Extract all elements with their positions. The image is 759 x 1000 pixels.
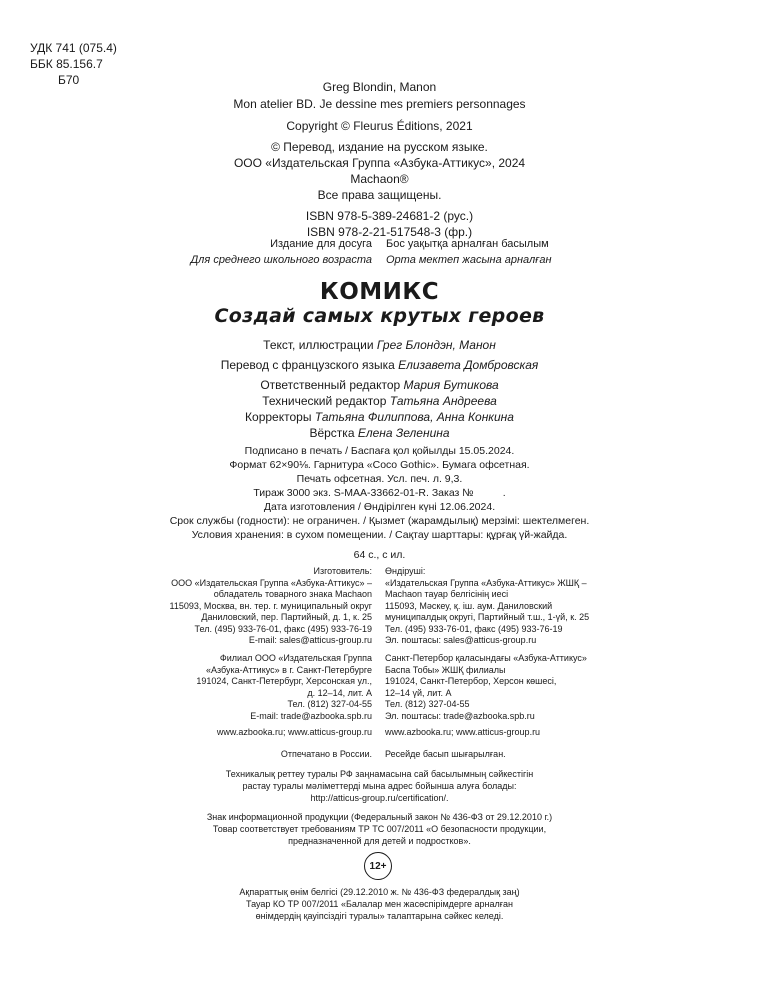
credit-tech-label: Технический редактор	[262, 394, 387, 408]
manufacturer-left-line: Тел. (495) 933-76-01, факс (495) 933-76-19	[194, 623, 372, 634]
isbn-fr: ISBN 978-2-21-517548-3 (фр.)	[306, 225, 473, 239]
credit-tech	[0, 393, 759, 409]
manufacturer-left-line: ООО «Издательская Группа «Азбука-Аттикус» –	[171, 577, 372, 588]
leisure-kz-line1: Бос уақытқа арналған басылым	[386, 238, 549, 250]
print-run: Тираж 3000 экз. S-MAA-33662-01-R. Заказ № .	[253, 487, 506, 499]
print-pages: 64 с., с ил.	[353, 549, 406, 561]
manufacturer-right-line: 115093, Мәскеу, қ. іш. аум. Даниловский	[385, 600, 553, 611]
web-links-left[interactable]: www.azbooka.ru; www.atticus-group.ru	[216, 727, 372, 737]
tech-regulation-line2: растау туралы мәліметтерді мына адрес бойынша алуға болады:	[242, 781, 517, 791]
credit-text-names: Грег Блондэн, Манон	[376, 338, 496, 352]
certification-link[interactable]: http://atticus-group.ru/certification/.	[310, 793, 449, 803]
printed-in-russia: Отпечатано в России.	[280, 749, 372, 759]
manufacturer-right-line: «Издательская Группа «Азбука-Аттикус» ЖШҚ –	[385, 577, 587, 588]
web-links-right[interactable]: www.azbooka.ru; www.atticus-group.ru	[385, 727, 541, 737]
info-kz-line1: Ақпараттық өнім белгісі (29.12.2010 ж. № 436-ФЗ федералдық заң)	[239, 887, 520, 897]
isbn-rus: ISBN 978-5-389-24681-2 (рус.)	[305, 209, 474, 223]
tech-regulation-line1: Техникалық реттеу туралы РФ заңнамасына сай басылымның сәйкестігін	[225, 769, 534, 779]
print-storage: Условия хранения: в сухом помещении. / Сақтау шарттары: құрғақ үй-жайда.	[191, 529, 568, 541]
age-rating-badge: 12+	[364, 852, 392, 880]
credit-proof-label: Корректоры	[245, 410, 312, 424]
rights-publisher: ООО «Издательская Группа «Азбука-Аттикус», 2024	[233, 156, 526, 170]
info-product-line1: Знак информационной продукции (Федеральный закон № 436-ФЗ от 29.12.2010 г.)	[206, 812, 553, 822]
info-kz-line2: Тауар КО ТР 007/2011 «Балалар мен жасөспірімдерге арналған	[246, 899, 513, 909]
credit-layout-label: Вёрстка	[309, 426, 355, 440]
credit-editor-label: Ответственный редактор	[260, 378, 401, 392]
print-shelf-life: Срок службы (годности): не ограничен. / Қызмет (жарамдылық) мерзімі: шектелмеген.	[169, 515, 590, 527]
printed-in-russia-kz: Ресейде басып шығарылған.	[385, 749, 506, 759]
branch-left-line: Филиал ООО «Издательская Группа	[219, 653, 372, 663]
manufacturer-left-line: обладатель товарного знака Machaon	[213, 589, 372, 599]
branch-right-line: 191024, Санкт-Петербор, Херсон көшесі,	[385, 676, 557, 686]
branch-right-line: Санкт-Петербор қаласындағы «Азбука-Аттикус»	[385, 653, 587, 663]
rights-translation: © Перевод, издание на русском языке.	[271, 140, 488, 154]
branch-left-line: 191024, Санкт-Петербург, Херсонская ул.,	[196, 676, 372, 686]
credit-layout-name: Елена Зеленина	[357, 426, 450, 440]
credit-tech-name: Татьяна Андреева	[389, 394, 497, 408]
branch-right-line: Баспа Тобы» ЖШҚ филиалы	[385, 664, 506, 675]
leisure-kz-line2: Орта мектеп жасына арналған	[386, 254, 552, 266]
credit-text-label: Текст, иллюстрации	[263, 338, 374, 352]
author-code: Б70	[58, 73, 80, 87]
rights-reserved: Все права защищены.	[317, 188, 442, 202]
manufacturer-left-line: 115093, Москва, вн. тер. г. муниципальный округ	[169, 600, 372, 611]
bbk-code: ББК 85.156.7	[30, 57, 103, 71]
credit-layout	[0, 425, 759, 441]
manufacturer-right-line: Тел. (495) 933-76-01, факс (495) 933-76-19	[385, 623, 563, 634]
credit-translation	[0, 357, 759, 373]
original-copyright: Copyright © Fleurus Éditions, 2021	[286, 119, 473, 133]
manufacturer-left-line: Изготовитель:	[313, 566, 372, 576]
branch-right-line: 12–14 үй, лит. А	[385, 687, 452, 698]
branch-left-line: «Азбука-Аттикус» в г. Санкт-Петербурге	[205, 664, 372, 675]
print-method: Печать офсетная. Усл. печ. л. 9,3.	[296, 473, 463, 485]
leisure-ru-line1: Издание для досуга	[270, 238, 372, 250]
credit-proof	[0, 409, 759, 425]
manufacturer-right-line: Өндіруші:	[385, 566, 426, 576]
manufacturer-right-line: муниципалдық округі, Партийный т.ш., 1-үй, к. 25	[385, 612, 590, 622]
print-signed: Подписано в печать / Баспаға қол қойылды 15.05.2024.	[244, 445, 515, 457]
branch-left-line: д. 12–14, лит. А	[307, 687, 372, 698]
credit-translator: Елизавета Домбровская	[398, 358, 539, 372]
original-title: Mon atelier BD. Je dessine mes premiers personnages	[233, 97, 526, 111]
credit-editor-name: Мария Бутикова	[403, 378, 499, 392]
info-product-line3: предназначенной для детей и подростков».	[288, 836, 471, 846]
leisure-ru-line2: Для среднего школьного возраста	[190, 254, 372, 266]
branch-left-email: E-mail: trade@azbooka.spb.ru	[250, 710, 372, 721]
branch-right-email: Эл. поштасы: trade@azbooka.spb.ru	[385, 710, 535, 721]
rights-brand: Machaon®	[350, 172, 409, 186]
manufacturer-left-line: Даниловский, пер. Партийный, д. 1, к. 25	[201, 612, 372, 622]
book-title: КОМИКС	[319, 279, 440, 305]
book-subtitle: Создай самых крутых героев	[214, 305, 545, 327]
manufacturer-right-email: Эл. поштасы: sales@atticus-group.ru	[385, 635, 537, 645]
print-date: Дата изготовления / Өндірілген күні 12.06.2024.	[263, 501, 496, 513]
credit-translation-label: Перевод с французского языка	[220, 358, 395, 372]
manufacturer-right-line: Machaon тауар белгісінің иесі	[385, 589, 509, 599]
original-authors: Greg Blondin, Manon	[322, 80, 437, 94]
udk-code: УДК 741 (075.4)	[30, 41, 117, 55]
branch-right-line: Тел. (812) 327-04-55	[385, 699, 470, 709]
credit-text	[0, 337, 759, 353]
manufacturer-left-email: E-mail: sales@atticus-group.ru	[248, 635, 372, 645]
info-product-line2: Товар соответствует требованиям ТР ТС 007/2011 «О безопасности продукции,	[212, 824, 547, 834]
branch-left-line: Тел. (812) 327-04-55	[287, 699, 372, 709]
credit-editor	[0, 377, 759, 393]
print-format: Формат 62×90⅛. Гарнитура «Coco Gothic». Бумага офсетная.	[229, 459, 530, 471]
info-kz-line3: өнімдердің қауіпсіздігі туралы» талаптарына сәйкес келеді.	[255, 911, 504, 921]
credit-proof-names: Татьяна Филиппова, Анна Конкина	[314, 410, 514, 424]
